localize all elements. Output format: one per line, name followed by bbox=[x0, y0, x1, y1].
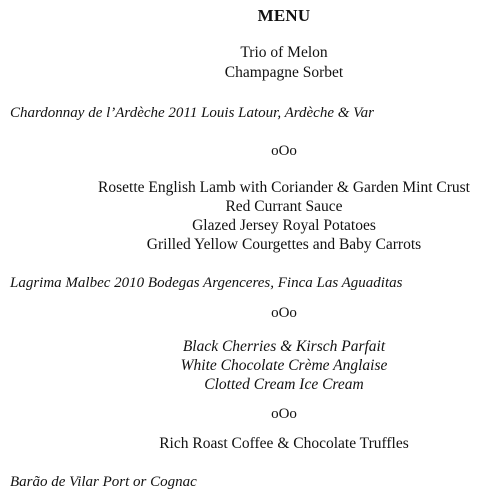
course2-item-2: Red Currant Sauce bbox=[225, 198, 343, 215]
course3-item-1: Black Cherries & Kirsch Parfait bbox=[182, 338, 386, 355]
course2-item-1: Rosette English Lamb with Coriander & Garden Mint Crust bbox=[98, 179, 470, 196]
course3-item-3: Clotted Cream Ice Cream bbox=[204, 376, 364, 393]
course3-item-2: White Chocolate Crème Anglaise bbox=[180, 357, 388, 374]
wine-pairing-1: Chardonnay de l’Ardèche 2011 Louis Latour, Ardèche & Var bbox=[10, 105, 374, 121]
course2-item-3: Glazed Jersey Royal Potatoes bbox=[192, 217, 376, 234]
course4-item: Rich Roast Coffee & Chocolate Truffles bbox=[159, 435, 409, 452]
menu-title: MENU bbox=[257, 6, 311, 25]
course2-item-4: Grilled Yellow Courgettes and Baby Carrots bbox=[146, 236, 422, 253]
course1-item-1: Trio of Melon bbox=[240, 44, 328, 61]
separator-3: oOo bbox=[271, 406, 297, 422]
separator-1: oOo bbox=[271, 143, 297, 159]
wine-pairing-2: Lagrima Malbec 2010 Bodegas Argenceres, Finca Las Aguaditas bbox=[10, 275, 403, 291]
course1-item-2: Champagne Sorbet bbox=[224, 64, 344, 81]
wine-pairing-3: Barão de Vilar Port or Cognac bbox=[10, 474, 197, 490]
separator-2: oOo bbox=[271, 305, 297, 321]
